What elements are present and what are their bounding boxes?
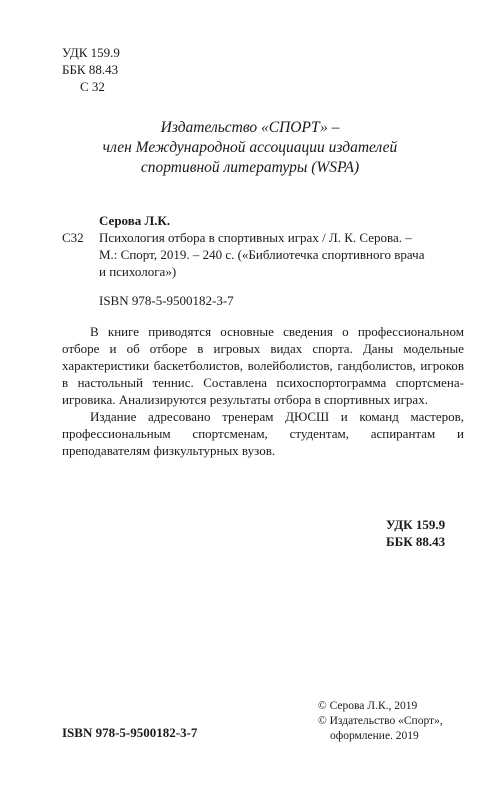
classification-codes-bottom: [386, 516, 445, 550]
publisher-line-2: член Международной ассоциации издателей: [102, 139, 398, 156]
publisher-statement: [60, 118, 440, 178]
publisher-line-1: Издательство «СПОРТ» –: [160, 119, 340, 136]
copyright-design: оформление. 2019: [330, 730, 419, 742]
cutter-code: С 32: [80, 79, 105, 94]
abstract-paragraph-1: В книге приводятся основные сведения о профессиональном отборе и об отборе в игровых видах спорта. Даны модельные характеристики баскетболистов, волейболистов, гандболистов, игроков в настольный теннис. Составлена психоспортограмма спортсмена-игровика. Анализируются результаты отбора в спортивных играх.: [62, 324, 464, 407]
isbn-bottom: ISBN 978-5-9500182-3-7: [62, 725, 198, 740]
author-name: Серова Л.К.: [99, 213, 171, 228]
udk-code: УДК 159.9: [62, 45, 120, 60]
copyright-author: © Серова Л.К., 2019: [318, 700, 418, 712]
isbn-record: ISBN 978-5-9500182-3-7: [99, 293, 234, 308]
bibliographic-record: [62, 212, 464, 280]
bbk-code: ББК 88.43: [62, 62, 119, 77]
series-line: и психолога»): [99, 264, 177, 279]
bbk-code-bottom: ББК 88.43: [386, 534, 446, 549]
copyright-publisher: © Издательство «Спорт»,: [318, 715, 443, 727]
abstract-paragraph-2: Издание адресовано тренерам ДЮСШ и команд мастеров, профессиональным спортсменам, студентам, аспирантам и преподавателям физкультурных вузов.: [62, 409, 464, 458]
classification-codes: [62, 44, 120, 95]
imprint-line: М.: Спорт, 2019. – 240 с. («Библиотечка спортивного врача: [99, 247, 425, 262]
udk-code-bottom: УДК 159.9: [386, 517, 446, 532]
publisher-line-3: спортивной литературы (WSPA): [140, 159, 360, 176]
abstract: [62, 323, 464, 459]
author-mark: С32: [62, 230, 84, 245]
title-line: Психология отбора в спортивных играх / Л. К. Серова. –: [99, 230, 412, 245]
record-first-line: [62, 229, 464, 246]
copyright-block: [318, 699, 443, 744]
